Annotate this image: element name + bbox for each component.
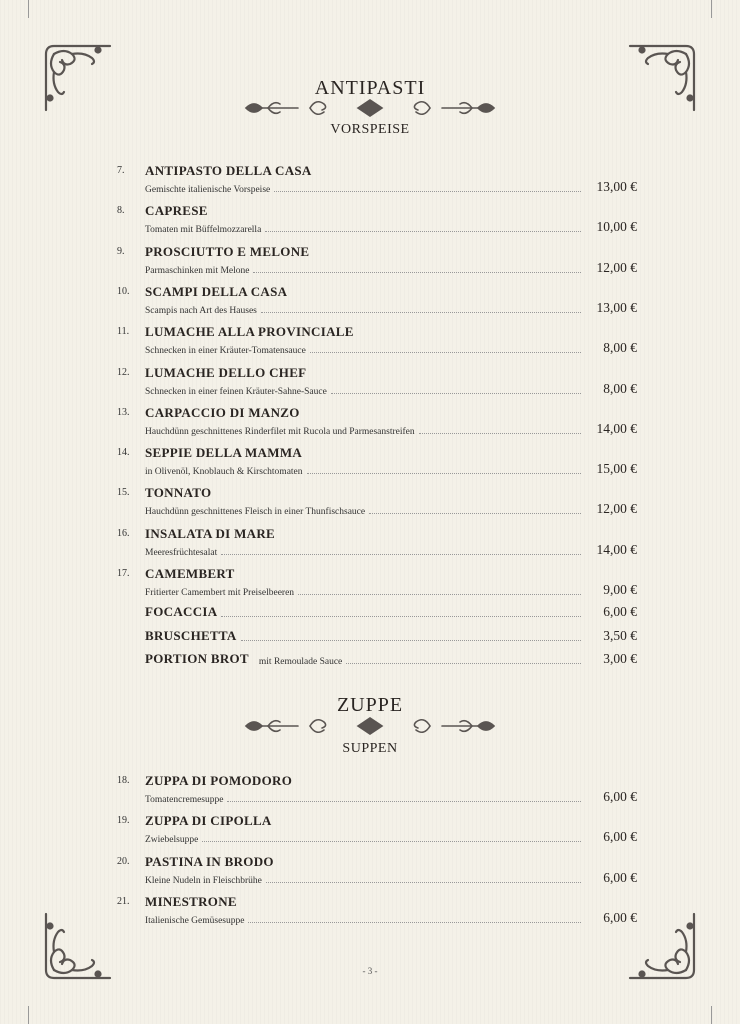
item-number: 15.	[117, 487, 130, 499]
menu-item	[117, 894, 637, 930]
item-name: PASTINA IN BRODO	[145, 853, 274, 869]
item-name: PORTION BROT	[145, 651, 249, 666]
menu-item	[117, 203, 637, 239]
crop-mark	[28, 0, 29, 18]
item-price: 9,00 €	[603, 582, 637, 597]
item-description: Tomatencremesuppe	[145, 795, 224, 805]
item-note: mit Remoulade Sauce	[258, 657, 343, 667]
item-price: 10,00 €	[596, 219, 637, 235]
dot-leader	[241, 639, 581, 641]
item-description: Zwiebelsuppe	[145, 835, 199, 846]
menu-item	[117, 773, 637, 809]
menu-item	[117, 365, 637, 401]
menu-item	[117, 566, 637, 602]
item-description: Tomaten mit Büffelmozzarella	[145, 225, 262, 236]
dot-leader	[331, 392, 581, 394]
dot-leader	[274, 190, 581, 192]
item-price: 6,00 €	[603, 829, 637, 845]
menu-item	[117, 445, 637, 481]
dot-leader	[227, 800, 581, 802]
item-price: 14,00 €	[596, 420, 637, 436]
item-name: BRUSCHETTA	[145, 627, 237, 643]
item-name: ANTIPASTO DELLA CASA	[145, 163, 312, 178]
item-number: 17.	[117, 568, 130, 579]
item-description: Schnecken in einer feinen Kräuter-Sahne-Sauce	[145, 386, 327, 397]
item-number: 16.	[117, 527, 130, 539]
item-price: 12,00 €	[596, 501, 637, 517]
item-description: Parmaschinken mit Melone	[145, 265, 250, 276]
dot-leader	[221, 615, 581, 617]
section-title-zuppe: ZUPPE	[336, 694, 404, 716]
menu-item-extra	[117, 604, 637, 624]
item-number: 12.	[117, 366, 130, 378]
item-price: 6,00 €	[603, 789, 637, 804]
item-price: 12,00 €	[596, 259, 637, 275]
item-number: 9.	[117, 245, 125, 257]
item-number: 20.	[117, 855, 130, 867]
menu-item	[117, 244, 637, 280]
item-name: ZUPPA DI CIPOLLA	[145, 813, 272, 829]
menu-item	[117, 405, 637, 441]
item-name: ZUPPA DI POMODORO	[145, 773, 293, 788]
menu-item	[117, 813, 637, 849]
item-description: Scampis nach Art des Hauses	[145, 305, 257, 316]
item-number: 11.	[117, 326, 130, 338]
item-description: Hauchdünn geschnittenes Fleisch in einer Thunfischsauce	[145, 507, 366, 518]
item-name: SEPPIE DELLA MAMMA	[145, 445, 303, 461]
item-description: Kleine Nudeln in Fleischbrühe	[145, 875, 262, 886]
dot-leader	[310, 351, 581, 353]
item-price: 8,00 €	[603, 340, 637, 356]
item-description: Fritierter Camembert mit Preiselbeeren	[145, 588, 295, 598]
item-number: 21.	[117, 895, 130, 907]
item-description: Meeresfrüchtesalat	[145, 547, 218, 558]
dot-leader	[253, 271, 581, 273]
ornamental-divider	[240, 96, 500, 120]
item-number: 14.	[117, 447, 130, 459]
item-price: 8,00 €	[603, 380, 637, 396]
dot-leader	[419, 432, 581, 434]
dot-leader	[221, 553, 581, 555]
dot-leader	[369, 512, 581, 514]
menu-item	[117, 854, 637, 890]
menu-item	[117, 485, 637, 521]
crop-mark	[28, 1006, 29, 1024]
item-price: 14,00 €	[596, 541, 637, 557]
item-name: TONNATO	[145, 485, 212, 501]
dot-leader	[202, 840, 581, 842]
item-name: LUMACHE DELLO CHEF	[145, 364, 307, 380]
item-description: Gemischte italienische Vorspeise	[145, 185, 271, 195]
item-price: 13,00 €	[596, 179, 637, 194]
item-number: 13.	[117, 406, 130, 418]
menu-item	[117, 526, 637, 562]
item-number: 7.	[117, 165, 125, 176]
menu-item	[117, 163, 637, 199]
dot-leader	[298, 593, 581, 595]
item-description: Hauchdünn geschnittenes Rinderfilet mit Rucola und Parmesanstreifen	[145, 426, 415, 437]
dot-leader	[248, 921, 581, 923]
dot-leader	[265, 230, 581, 232]
crop-mark	[711, 1006, 712, 1024]
menu-item-extra	[117, 651, 637, 671]
dot-leader	[307, 472, 581, 474]
menu-item-extra	[117, 628, 637, 648]
section-subtitle-vorspeise: VORSPEISE	[330, 122, 410, 137]
item-name: INSALATA DI MARE	[145, 525, 276, 541]
item-number: 8.	[117, 205, 125, 217]
item-name: FOCACCIA	[145, 604, 218, 619]
item-price: 6,00 €	[603, 604, 637, 619]
item-name: SCAMPI DELLA CASA	[145, 283, 288, 299]
item-name: MINESTRONE	[145, 893, 237, 909]
item-name: PROSCIUTTO E MELONE	[145, 243, 310, 259]
section-subtitle-suppen: SUPPEN	[342, 741, 398, 756]
item-number: 19.	[117, 815, 130, 827]
item-number: 10.	[117, 285, 130, 297]
item-price: 3,50 €	[603, 627, 637, 643]
ornamental-divider	[240, 714, 500, 738]
item-price: 6,00 €	[603, 869, 637, 885]
menu-item	[117, 324, 637, 360]
section-title-antipasti: ANTIPASTI	[314, 77, 426, 99]
item-price: 6,00 €	[603, 909, 637, 925]
item-description: Schnecken in einer Kräuter-Tomatensauce	[145, 346, 306, 357]
item-number: 18.	[117, 775, 130, 786]
crop-mark	[711, 0, 712, 18]
dot-leader	[266, 881, 581, 883]
item-price: 15,00 €	[596, 461, 637, 477]
item-name: CARPACCIO DI MANZO	[145, 404, 300, 420]
page-number: - 3 -	[362, 966, 378, 976]
menu-item	[117, 284, 637, 320]
item-name: CAMEMBERT	[145, 566, 235, 581]
item-description: Italienische Gemüsesuppe	[145, 915, 245, 926]
item-price: 13,00 €	[596, 299, 637, 315]
item-name: CAPRESE	[145, 203, 208, 219]
item-description: in Olivenöl, Knoblauch & Kirschtomaten	[145, 467, 303, 478]
dot-leader	[261, 311, 581, 313]
item-price: 3,00 €	[603, 651, 637, 666]
item-name: LUMACHE ALLA PROVINCIALE	[145, 324, 354, 340]
dot-leader	[346, 662, 581, 664]
